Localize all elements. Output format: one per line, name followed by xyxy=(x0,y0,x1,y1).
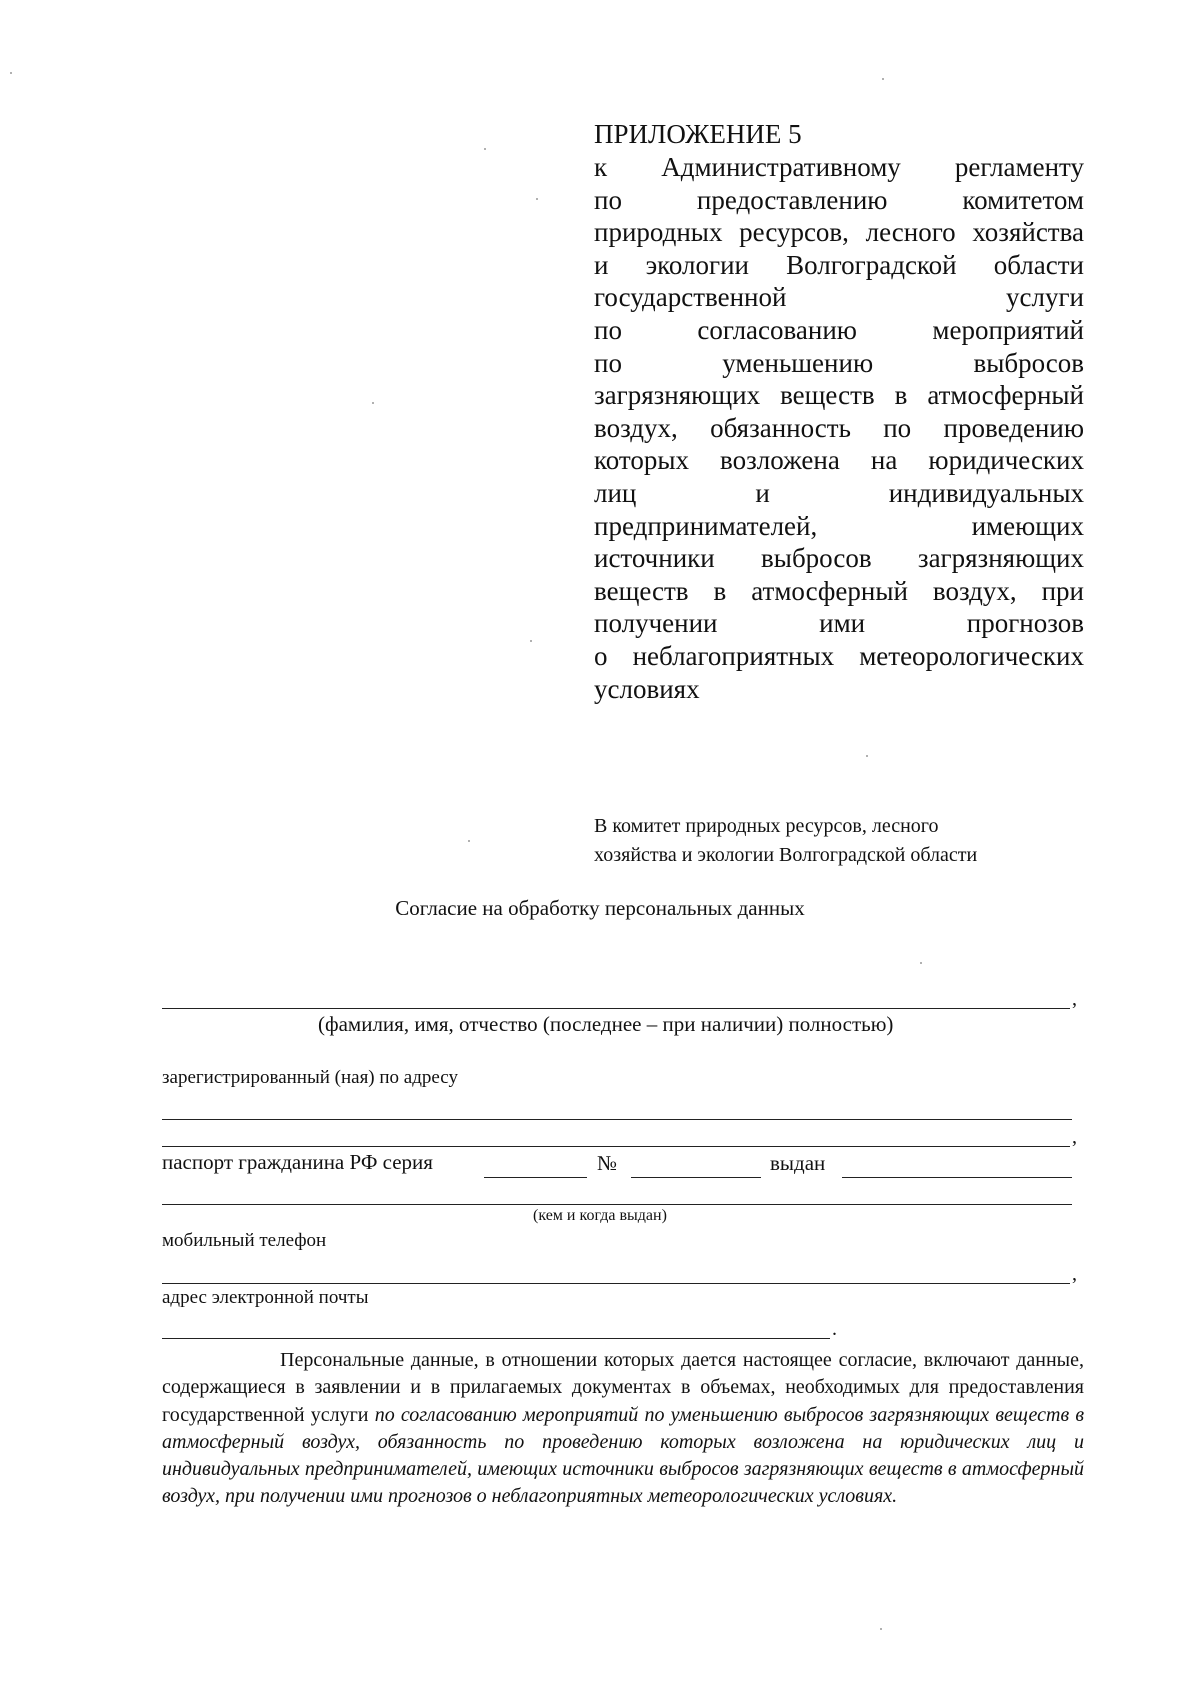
address-field-line-2[interactable] xyxy=(162,1146,1070,1147)
scan-speck xyxy=(484,148,486,150)
scan-speck xyxy=(10,72,12,74)
issued-by-field-line[interactable] xyxy=(162,1204,1072,1205)
appendix-line: лиц и индивидуальных xyxy=(594,477,1084,508)
scan-speck xyxy=(866,755,868,757)
scan-speck xyxy=(372,402,374,404)
appendix-line: государственной услуги xyxy=(594,282,1084,313)
appendix-line: веществ в атмосферный воздух, при xyxy=(594,575,1084,606)
passport-row xyxy=(162,1150,433,1175)
appendix-line: и экологии Волгоградской области xyxy=(594,249,1084,280)
email-label: адрес электронной почты xyxy=(162,1287,369,1308)
appendix-line: которых возложена на юридических xyxy=(594,445,1084,476)
appendix-line: загрязняющих веществ в атмосферный xyxy=(594,380,1084,411)
appendix-text xyxy=(594,151,1084,705)
consent-body xyxy=(162,1347,1084,1511)
appendix-line: предпринимателей, имеющих xyxy=(594,510,1084,541)
appendix-title: ПРИЛОЖЕНИЕ 5 xyxy=(594,119,802,149)
appendix-line: источники выбросов загрязняющих xyxy=(594,543,1084,574)
phone-comma: , xyxy=(1072,1263,1077,1285)
appendix-line: по предоставлению комитетом xyxy=(594,184,1084,215)
fullname-field-line[interactable] xyxy=(162,1008,1070,1009)
addressee-line-2: хозяйства и экологии Волгоградской области xyxy=(594,844,978,866)
appendix-line: воздух, обязанность по проведению xyxy=(594,412,1084,443)
scan-speck xyxy=(882,78,884,80)
document-title: Согласие на обработку персональных данных xyxy=(395,896,805,920)
passport-number-label: № xyxy=(597,1151,618,1175)
passport-series-label: паспорт гражданина РФ серия xyxy=(162,1150,433,1174)
appendix-line: по согласованию мероприятий xyxy=(594,314,1084,345)
scan-speck xyxy=(530,640,532,642)
scan-speck xyxy=(536,198,538,200)
passport-issued-label: выдан xyxy=(770,1151,826,1175)
passport-series-field[interactable] xyxy=(484,1177,587,1178)
fullname-comma: , xyxy=(1072,988,1077,1010)
email-period: . xyxy=(832,1318,837,1340)
phone-label: мобильный телефон xyxy=(162,1230,327,1251)
fullname-caption: (фамилия, имя, отчество (последнее – при наличии) полностью) xyxy=(318,1012,894,1036)
address-field-line-1[interactable] xyxy=(162,1119,1072,1120)
appendix-line: природных ресурсов, лесного хозяйства xyxy=(594,217,1084,248)
scan-speck xyxy=(880,1628,882,1630)
appendix-line: о неблагоприятных метеорологических xyxy=(594,640,1084,671)
scan-speck xyxy=(468,840,470,842)
address-comma: , xyxy=(1072,1126,1077,1148)
phone-field-line[interactable] xyxy=(162,1283,1070,1284)
passport-issued-field[interactable] xyxy=(842,1177,1072,1178)
passport-number-field[interactable] xyxy=(631,1177,761,1178)
address-label: зарегистрированный (ная) по адресу xyxy=(162,1067,458,1088)
appendix-line: получении ими прогнозов xyxy=(594,608,1084,639)
consent-text-normal: Персональные данные, в отношении которых дается настоящее согласие, включают данные, содержащиеся в заявлении и в прилагаемых документах в объемах, необходимых для предоставления государственной услуги xyxy=(162,1349,1084,1426)
appendix-line: к Административному регламенту xyxy=(594,152,1084,182)
email-field-line[interactable] xyxy=(162,1338,830,1339)
addressee-block xyxy=(594,812,977,870)
issued-by-caption: (кем и когда выдан) xyxy=(533,1207,667,1224)
appendix-block xyxy=(594,118,1084,705)
appendix-line: условиях xyxy=(594,673,700,704)
consent-text-italic: по согласованию мероприятий по уменьшению выбросов загрязняющих веществ в атмосферный воздух, обязанность по проведению которых возложена на юридических лиц и индивидуальных предпринимателей, имеющих источники выбросов загрязняющих веществ в атмосферный воздух, при получении ими прогнозов о неблагоприятных метеорологических условиях. xyxy=(162,1403,1085,1508)
addressee-line-1: В комитет природных ресурсов, лесного xyxy=(594,815,939,837)
scan-speck xyxy=(920,962,922,964)
appendix-line: по уменьшению выбросов xyxy=(594,347,1084,378)
